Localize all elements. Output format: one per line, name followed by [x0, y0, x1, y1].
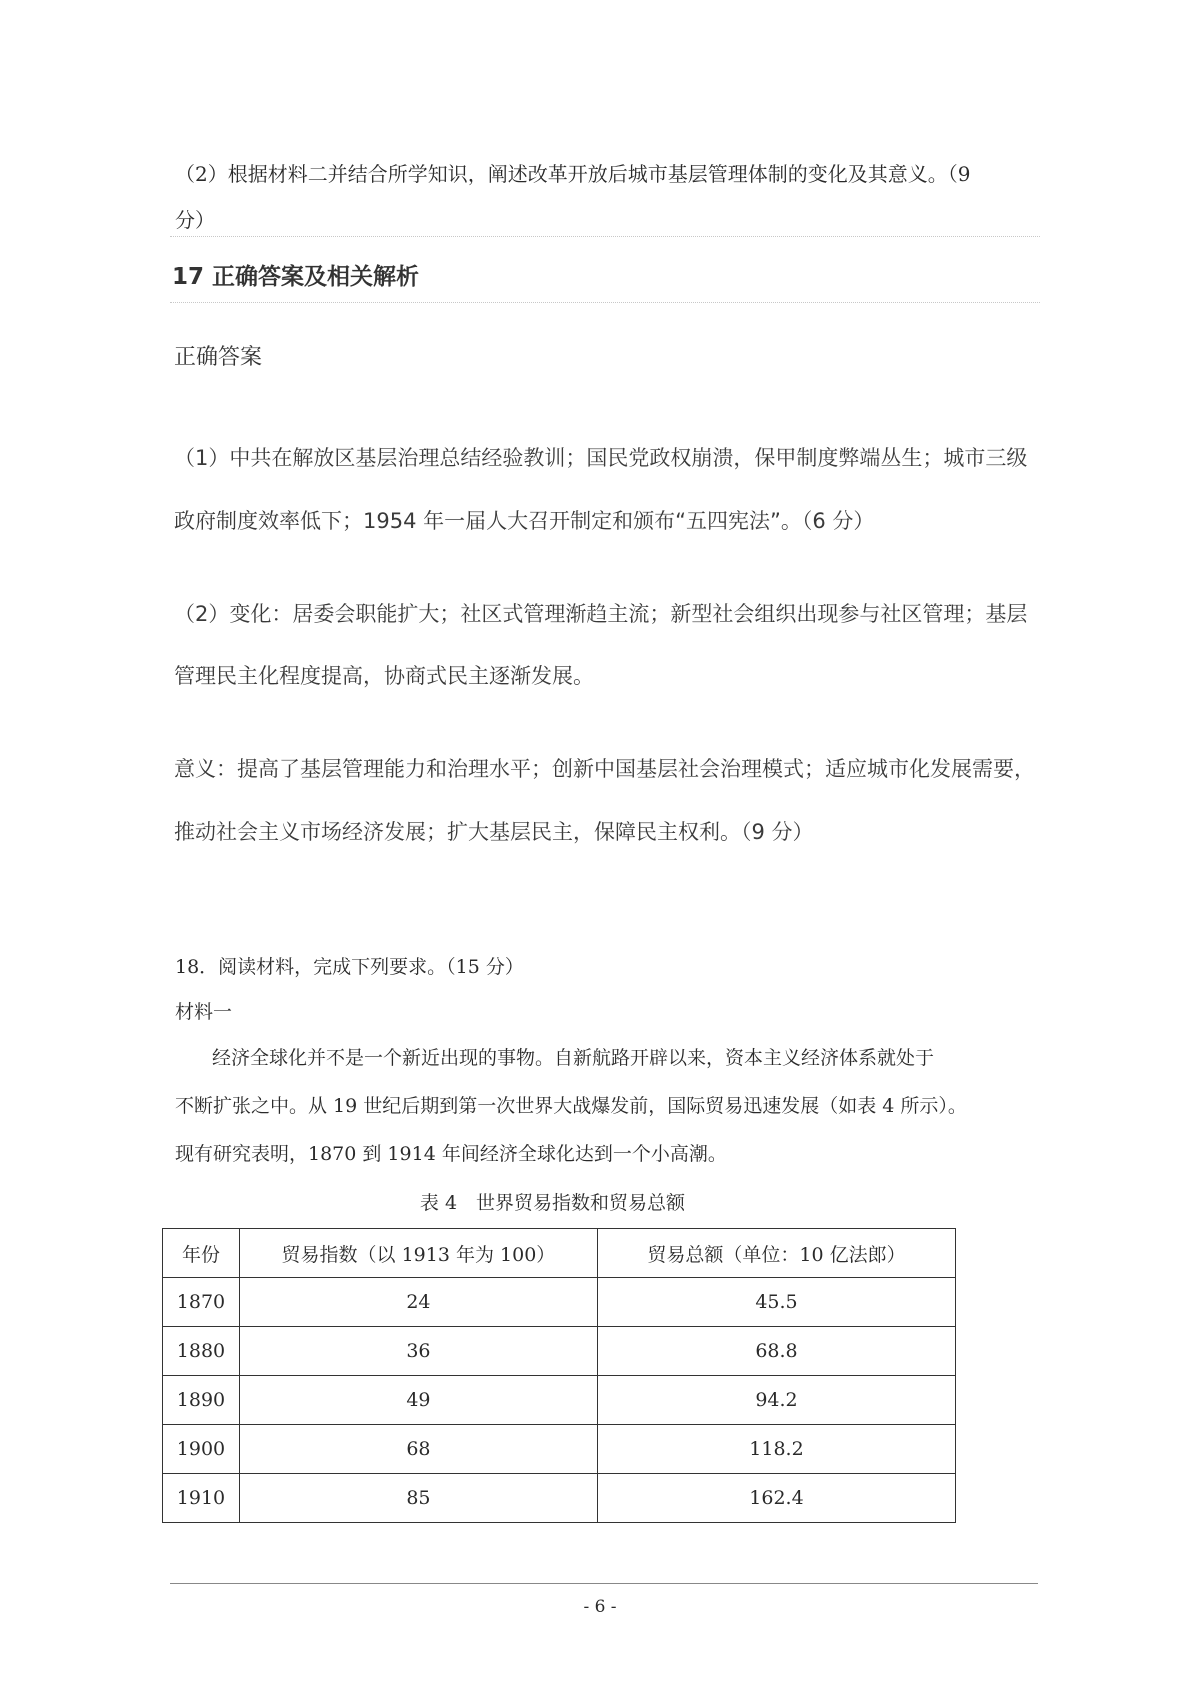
- answer-significance-text: 意义：提高了基层管理能力和治理水平；创新中国基层社会治理模式；适应城市化发展需要，: [174, 757, 1035, 781]
- header-trade-index: 贸易指数（以 1913 年为 100）: [239, 1229, 597, 1278]
- answer-subtitle: 正确答案: [174, 345, 263, 370]
- cell-trade-index: 68: [239, 1425, 597, 1474]
- question-17-part2-text-cont: 分）: [175, 208, 215, 232]
- cell-trade-index: 85: [239, 1474, 597, 1523]
- material-paragraph-cont: 不断扩张之中。从 19 世纪后期到第一次世界大战爆发前，国际贸易迅速发展（如表 4 所示）。: [175, 1095, 967, 1117]
- material-paragraph-cont: 现有研究表明，1870 到 1914 年间经济全球化达到一个小高潮。: [175, 1143, 727, 1165]
- dotted-separator: [170, 236, 1040, 237]
- answer-section-heading: 17 正确答案及相关解析: [172, 264, 420, 290]
- answer-2-text-cont: 管理民主化程度提高，协商式民主逐渐发展。: [174, 664, 594, 688]
- question-17-part2-text: （2）根据材料二并结合所学知识，阐述改革开放后城市基层管理体制的变化及其意义。（9: [175, 162, 971, 186]
- cell-year: 1890: [163, 1376, 240, 1425]
- answer-significance-text-cont: 推动社会主义市场经济发展；扩大基层民主，保障民主权利。（9 分）: [174, 820, 814, 844]
- cell-trade-index: 49: [239, 1376, 597, 1425]
- table-row: [163, 1327, 956, 1376]
- cell-trade-total: 68.8: [597, 1327, 955, 1376]
- cell-trade-total: 94.2: [597, 1376, 955, 1425]
- cell-trade-index: 24: [239, 1278, 597, 1327]
- material-label: 材料一: [175, 1001, 233, 1023]
- cell-year: 1880: [163, 1327, 240, 1376]
- table-header-row: [163, 1229, 956, 1278]
- table-caption: 表 4 世界贸易指数和贸易总额: [419, 1192, 686, 1214]
- cell-year: 1900: [163, 1425, 240, 1474]
- answer-2-text: （2）变化：居委会职能扩大；社区式管理渐趋主流；新型社会组织出现参与社区管理；基层: [174, 602, 1028, 626]
- cell-trade-total: 162.4: [597, 1474, 955, 1523]
- question-18-title: 18．阅读材料，完成下列要求。（15 分）: [175, 956, 524, 978]
- page-number: - 6 -: [583, 1597, 617, 1617]
- answer-1-text: （1）中共在解放区基层治理总结经验教训；国民党政权崩溃，保甲制度弊端丛生；城市三级: [174, 446, 1028, 470]
- trade-table: [162, 1228, 956, 1523]
- header-trade-total: 贸易总额（单位：10 亿法郎）: [597, 1229, 955, 1278]
- cell-trade-index: 36: [239, 1327, 597, 1376]
- header-year: 年份: [163, 1229, 240, 1278]
- cell-trade-total: 45.5: [597, 1278, 955, 1327]
- footer-rule: [170, 1583, 1038, 1584]
- cell-trade-total: 118.2: [597, 1425, 955, 1474]
- table-row: [163, 1474, 956, 1523]
- cell-year: 1870: [163, 1278, 240, 1327]
- table-row: [163, 1376, 956, 1425]
- material-paragraph: 经济全球化并不是一个新近出现的事物。自新航路开辟以来，资本主义经济体系就处于: [212, 1047, 935, 1069]
- answer-1-text-cont: 政府制度效率低下；1954 年一届人大召开制定和颁布“五四宪法”。（6 分）: [174, 509, 875, 533]
- table-row: [163, 1278, 956, 1327]
- cell-year: 1910: [163, 1474, 240, 1523]
- table-row: [163, 1425, 956, 1474]
- dotted-separator: [170, 302, 1040, 303]
